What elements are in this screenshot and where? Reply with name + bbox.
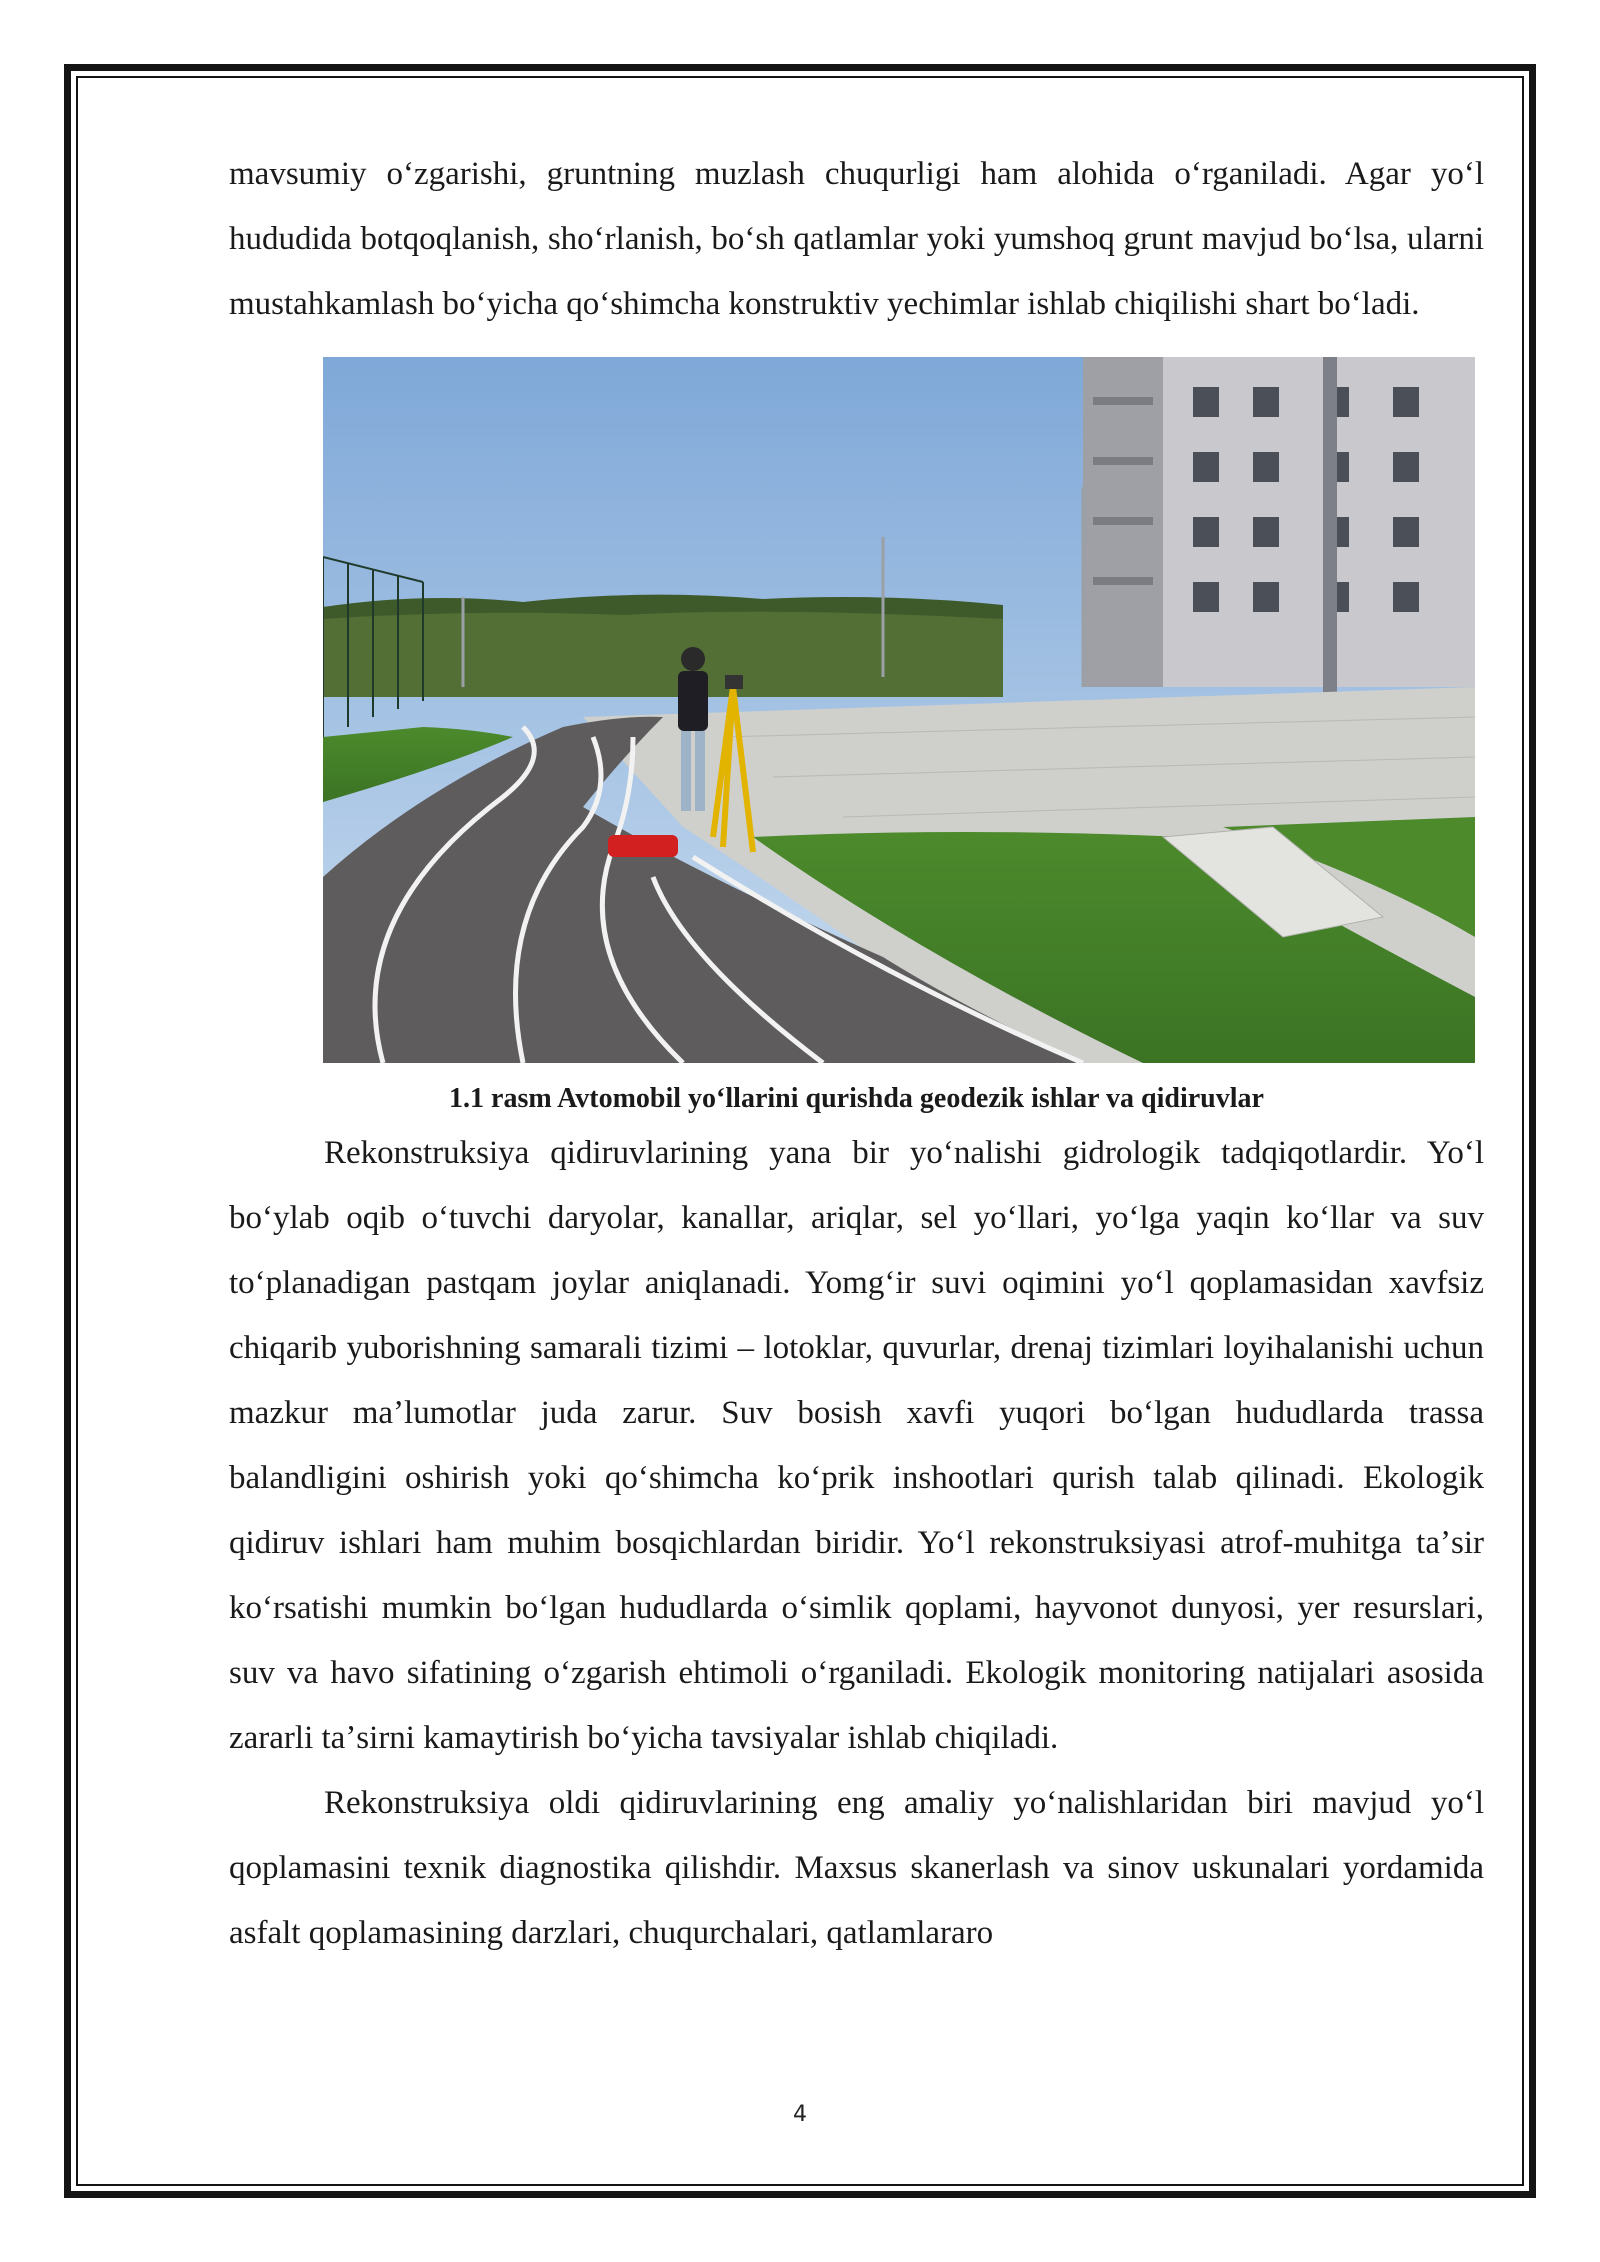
paragraph-2: Rekonstruksiya qidiruvlarining yana bir yoʻnalishi gidrologik tadqiqotlardir. Yoʻl boʻylab oqib oʻtuvchi daryolar, kanallar, ariqlar, sel yoʻllari, yoʻlga yaqin koʻllar va suv toʻplanadigan pastqam joylar aniqlanadi. Yomgʻir suvi oqimini yoʻl qoplamasidan xavfsiz chiqarib yuborishning samarali tizimi – lotoklar, quvurlar, drenaj tizimlari loyihalanishi uchun mazkur maʼlumotlar juda zarur. Suv bosish xavfi yuqori boʻlgan hududlarda trassa balandligini oshirish yoki qoʻshimcha koʻprik inshootlari qurish talab qilinadi. Ekologik qidiruv ishlari ham muhim bosqichlardan biridir. Yoʻl rekonstruksiyasi atrof-muhitga taʼsir koʻrsatishi mumkin boʻlgan hududlarda oʻsimlik qoplami, hayvonot dunyosi, yer resurslari, suv va havo sifatining oʻzgarish ehtimoli oʻrganiladi. Ekologik monitoring natijalari asosida zararli taʼsirni kamaytirish boʻyicha tavsiyalar ishlab chiqiladi. <box>229 1135 1484 1756</box>
page-content <box>229 142 1484 1966</box>
paragraph-1: mavsumiy oʻzgarishi, gruntning muzlash chuqurligi ham alohida oʻrganiladi. Agar yoʻl hududida botqoqlanish, shoʻrlanish, boʻsh qatlamlar yoki yumshoq grunt mavjud boʻlsa, ularni mustahkamlash boʻyicha qoʻshimcha konstruktiv yechimlar ishlab chiqilishi shart boʻladi. <box>229 156 1484 322</box>
page-number: 4 <box>793 2102 807 2127</box>
figure-caption: 1.1 rasm Avtomobil yoʻllarini qurishda geodezik ishlar va qidiruvlar <box>449 1083 1264 1114</box>
paragraph-3: Rekonstruksiya oldi qidiruvlarining eng amaliy yoʻnalishlaridan biri mavjud yoʻl qoplamasini texnik diagnostika qilishdir. Maxsus skanerlash va sinov uskunalari yordamida asfalt qoplamasining darzlari, chuqurchalari, qatlamlararo <box>229 1785 1484 1951</box>
surveyor-photo <box>323 357 1475 1063</box>
figure-photo <box>323 357 1475 1063</box>
